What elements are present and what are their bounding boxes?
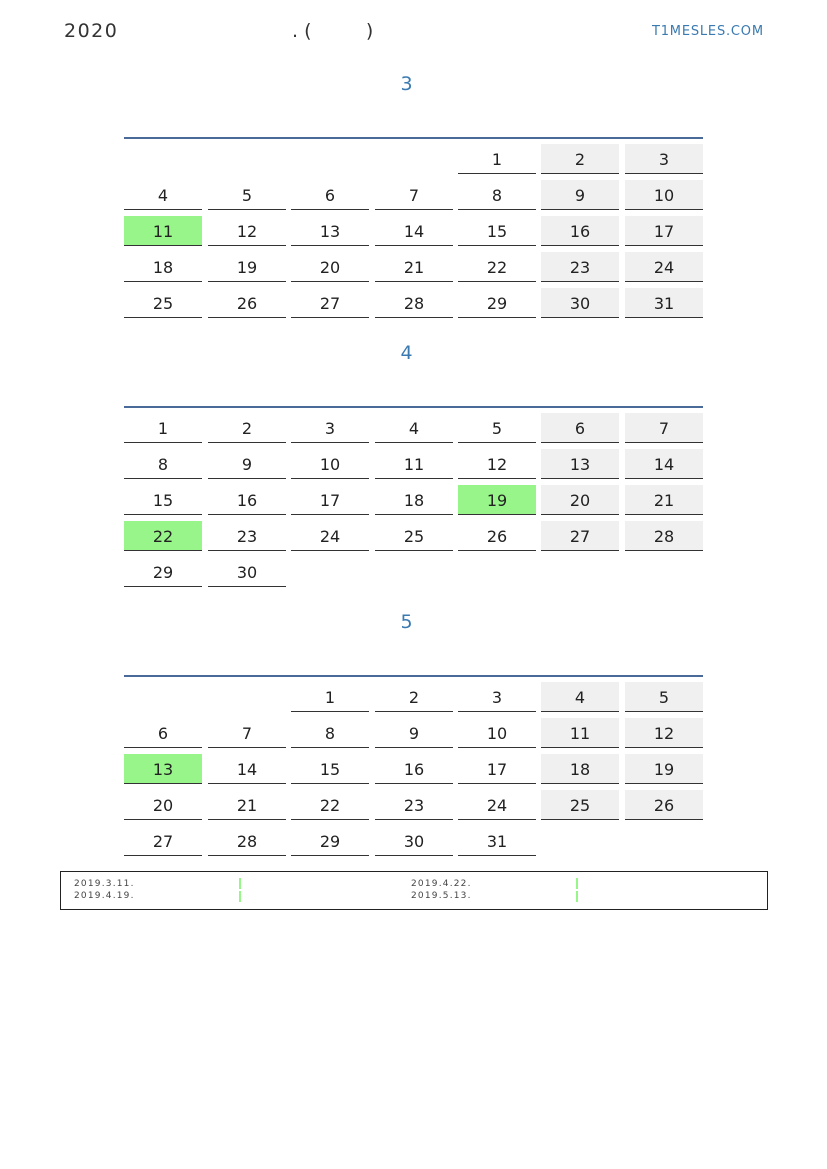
calendar-day: 1	[291, 682, 369, 712]
calendar-day: 13	[541, 449, 619, 479]
calendar-day: 26	[625, 790, 703, 820]
calendar-day: 5	[208, 180, 286, 210]
legend-holiday-marker	[576, 878, 578, 889]
legend-date: 2019.4.22.	[411, 879, 472, 889]
calendar-day: 30	[375, 826, 453, 856]
legend-holiday-marker	[239, 891, 241, 902]
calendar-day: 20	[291, 252, 369, 282]
calendar-day: 6	[124, 718, 202, 748]
calendar-day: 24	[458, 790, 536, 820]
calendar-day: 21	[625, 485, 703, 515]
calendar-day: 14	[208, 754, 286, 784]
calendar-day: 18	[124, 252, 202, 282]
calendar-day: 30	[541, 288, 619, 318]
calendar-day: 8	[124, 449, 202, 479]
calendar-day: 9	[541, 180, 619, 210]
holiday-legend	[60, 871, 768, 910]
calendar-day: 22	[124, 521, 202, 551]
calendar-day: 12	[458, 449, 536, 479]
calendar-day: 6	[291, 180, 369, 210]
calendar-day: 17	[625, 216, 703, 246]
calendar-day: 21	[375, 252, 453, 282]
calendar-day: 24	[291, 521, 369, 551]
calendar-day: 11	[541, 718, 619, 748]
calendar-day: 25	[124, 288, 202, 318]
legend-date: 2019.4.19.	[74, 891, 135, 901]
calendar-day: 30	[208, 557, 286, 587]
calendar-day: 11	[124, 216, 202, 246]
calendar-day: 1	[124, 413, 202, 443]
month-title: 3	[400, 73, 413, 95]
calendar-day: 2	[208, 413, 286, 443]
calendar-day: 2	[375, 682, 453, 712]
calendar-day: 12	[208, 216, 286, 246]
calendar-day: 6	[541, 413, 619, 443]
calendar-day: 1	[458, 144, 536, 174]
calendar-day: 15	[458, 216, 536, 246]
calendar-day: 10	[625, 180, 703, 210]
calendar-day: 19	[208, 252, 286, 282]
calendar-day: 29	[124, 557, 202, 587]
calendar-day: 15	[124, 485, 202, 515]
calendar-day: 8	[291, 718, 369, 748]
calendar-day: 13	[124, 754, 202, 784]
month-title: 5	[400, 611, 413, 633]
calendar-day: 29	[458, 288, 536, 318]
calendar-day: 10	[291, 449, 369, 479]
calendar-day: 27	[541, 521, 619, 551]
calendar-day: 18	[375, 485, 453, 515]
calendar-day: 29	[291, 826, 369, 856]
calendar-day: 31	[625, 288, 703, 318]
calendar-day: 21	[208, 790, 286, 820]
calendar-day: 25	[541, 790, 619, 820]
legend-date: 2019.5.13.	[411, 891, 472, 901]
site-link[interactable]: T1MESLES.COM	[652, 24, 764, 39]
calendar-day: 26	[458, 521, 536, 551]
calendar-day: 12	[625, 718, 703, 748]
month-rule	[124, 406, 703, 408]
calendar-day: 10	[458, 718, 536, 748]
calendar-day: 19	[458, 485, 536, 515]
header-year: 2020	[64, 20, 119, 42]
month-rule	[124, 137, 703, 139]
calendar-day: 22	[291, 790, 369, 820]
calendar-day: 16	[208, 485, 286, 515]
calendar-day: 5	[458, 413, 536, 443]
calendar-day: 17	[291, 485, 369, 515]
calendar-day: 3	[458, 682, 536, 712]
calendar-day: 11	[375, 449, 453, 479]
calendar-day: 9	[375, 718, 453, 748]
calendar-day: 3	[291, 413, 369, 443]
calendar-day: 8	[458, 180, 536, 210]
calendar-day: 3	[625, 144, 703, 174]
calendar-day: 18	[541, 754, 619, 784]
calendar-day: 23	[375, 790, 453, 820]
calendar-day: 22	[458, 252, 536, 282]
calendar-day: 4	[375, 413, 453, 443]
calendar-day: 23	[208, 521, 286, 551]
calendar-day: 14	[625, 449, 703, 479]
calendar-day: 28	[375, 288, 453, 318]
calendar-day: 20	[124, 790, 202, 820]
calendar-day: 7	[625, 413, 703, 443]
calendar-day: 28	[625, 521, 703, 551]
calendar-day: 27	[124, 826, 202, 856]
calendar-day: 7	[208, 718, 286, 748]
calendar-day: 19	[625, 754, 703, 784]
calendar-day: 13	[291, 216, 369, 246]
calendar-day: 25	[375, 521, 453, 551]
calendar-day: 14	[375, 216, 453, 246]
calendar-day: 15	[291, 754, 369, 784]
calendar-day: 23	[541, 252, 619, 282]
calendar-day: 28	[208, 826, 286, 856]
calendar-day: 26	[208, 288, 286, 318]
calendar-day: 27	[291, 288, 369, 318]
legend-date: 2019.3.11.	[74, 879, 135, 889]
calendar-day: 16	[541, 216, 619, 246]
header-title: . ( )	[292, 20, 374, 42]
legend-holiday-marker	[239, 878, 241, 889]
calendar-day: 20	[541, 485, 619, 515]
calendar-day: 24	[625, 252, 703, 282]
calendar-day: 4	[124, 180, 202, 210]
calendar-day: 2	[541, 144, 619, 174]
month-title: 4	[400, 342, 413, 364]
calendar-day: 17	[458, 754, 536, 784]
legend-holiday-marker	[576, 891, 578, 902]
month-rule	[124, 675, 703, 677]
calendar-day: 4	[541, 682, 619, 712]
calendar-day: 5	[625, 682, 703, 712]
calendar-day: 16	[375, 754, 453, 784]
calendar-day: 7	[375, 180, 453, 210]
calendar-day: 31	[458, 826, 536, 856]
calendar-day: 9	[208, 449, 286, 479]
